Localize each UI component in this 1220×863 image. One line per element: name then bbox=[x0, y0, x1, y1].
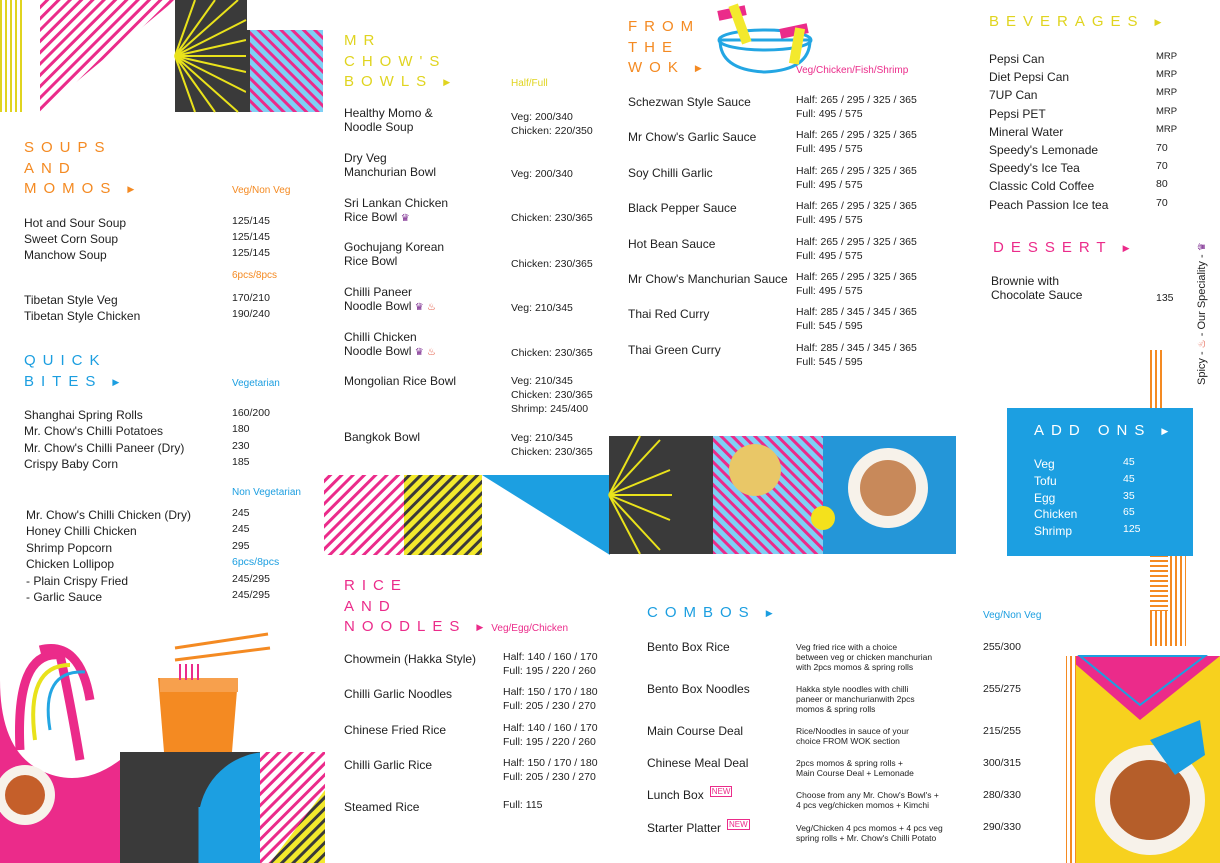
list-item bbox=[24, 307, 314, 323]
soups-section bbox=[24, 138, 134, 200]
item-price: 125/145 bbox=[232, 215, 270, 227]
bowl-item bbox=[344, 151, 436, 179]
item-name: Mineral Water bbox=[989, 124, 1064, 139]
bowls-heading-2: CHOW'S bbox=[344, 52, 447, 70]
item-name: Chilli Paneer bbox=[344, 285, 413, 299]
item-price: 295 bbox=[232, 539, 250, 552]
item-price: 245/295 bbox=[232, 588, 270, 601]
triangle-right-icon: ▶ bbox=[127, 184, 135, 194]
item-price: 45 bbox=[1123, 456, 1135, 468]
list-item bbox=[1034, 472, 1184, 489]
list-item bbox=[26, 539, 316, 555]
item-name: Bento Box Rice bbox=[647, 640, 730, 654]
bowl-item bbox=[344, 330, 436, 360]
list-item: Soy Chilli Garlic Half: 265 / 295 / 325 / 365 Full: 495 / 575 bbox=[628, 164, 917, 191]
item-price: 230 bbox=[232, 439, 250, 452]
nonveg-note: Non Vegetarian bbox=[232, 487, 301, 498]
momos-list bbox=[24, 291, 314, 323]
combo-item bbox=[647, 722, 743, 740]
item-price: 170/210 bbox=[232, 292, 270, 304]
bowl-price: Veg: 200/340 bbox=[511, 168, 573, 180]
list-item: Steamed Rice Full: 115 bbox=[344, 798, 543, 814]
item-name: Pepsi Can bbox=[989, 52, 1045, 66]
list-item bbox=[1034, 505, 1184, 522]
bowl-item bbox=[344, 374, 456, 388]
quick-bites-veg-list bbox=[24, 406, 314, 471]
bowls-heading-1: MR bbox=[344, 32, 382, 49]
new-badge: NEW bbox=[711, 787, 731, 796]
list-item bbox=[24, 214, 314, 230]
bowl-item bbox=[344, 285, 436, 315]
item-name-line2: Noodle Soup bbox=[344, 120, 414, 134]
combo-item bbox=[647, 786, 732, 804]
item-name: - Plain Crispy Fried bbox=[26, 573, 129, 588]
item-price: 70 bbox=[1156, 160, 1168, 173]
beverages-heading: BEVERAGES ▶ bbox=[989, 12, 1161, 33]
list-item: Thai Red Curry Half: 285 / 345 / 345 / 365 Full: 545 / 595 bbox=[628, 306, 917, 333]
combo-price: 290/330 bbox=[983, 821, 1021, 833]
list-item: Chilli Garlic Noodles Half: 150 / 170 / 180 Full: 205 / 230 / 270 bbox=[344, 686, 598, 713]
item-price: 190/240 bbox=[232, 308, 270, 320]
addons-heading: ADD ONS ▶ bbox=[1034, 421, 1168, 442]
soups-heading-1: SOUPS bbox=[24, 139, 112, 156]
addons-panel bbox=[1007, 408, 1193, 556]
item-name: Shanghai Spring Rolls bbox=[24, 408, 143, 422]
item-name: Thai Red Curry bbox=[628, 307, 710, 322]
list-item bbox=[1034, 522, 1184, 539]
bowl-price: Veg: 200/340 Chicken: 220/350 bbox=[511, 111, 593, 137]
bowls-section bbox=[344, 31, 450, 93]
item-price: MRP bbox=[1156, 69, 1178, 81]
item-name-line2: Noodle Bowl bbox=[344, 344, 412, 358]
triangle-right-icon: ▶ bbox=[765, 608, 773, 618]
combo-item bbox=[647, 819, 750, 837]
item-name: Black Pepper Sauce bbox=[628, 201, 737, 216]
item-name: Honey Chilli Chicken bbox=[26, 524, 137, 539]
combo-price: 300/315 bbox=[983, 757, 1021, 769]
list-item bbox=[26, 555, 316, 571]
triangle-right-icon: ▶ bbox=[1122, 243, 1130, 253]
combo-description: 2pcs momos & spring rolls + Main Course Deal + Lemonade bbox=[796, 758, 914, 778]
bowl-item bbox=[344, 106, 433, 134]
quick-bites-nonveg-list bbox=[26, 506, 316, 604]
item-name: Chicken Lollipop bbox=[26, 557, 115, 572]
item-name: Mr. Chow's Chilli Potatoes bbox=[24, 424, 164, 439]
bowl-price: Veg: 210/345 Chicken: 230/365 bbox=[511, 432, 593, 458]
item-name: - Garlic Sauce bbox=[26, 589, 103, 604]
beverages-list bbox=[989, 50, 1189, 214]
combo-item bbox=[647, 680, 750, 698]
item-name: Chilli Garlic Noodles bbox=[344, 687, 453, 702]
item-price: 35 bbox=[1123, 489, 1135, 502]
item-price: 160/200 bbox=[232, 407, 270, 419]
item-name-line2: Rice Bowl bbox=[344, 254, 398, 268]
list-item bbox=[989, 159, 1189, 177]
wok-section bbox=[628, 17, 702, 79]
quick-bites-heading-2: BITES ▶ bbox=[24, 372, 119, 393]
chilli-icon: ♨ bbox=[1197, 339, 1208, 349]
item-name: Tibetan Style Veg bbox=[24, 293, 118, 307]
momo-note: 6pcs/8pcs bbox=[232, 270, 278, 281]
list-item bbox=[989, 141, 1189, 159]
item-price: 125 bbox=[1123, 523, 1141, 536]
item-name: Mongolian Rice Bowl bbox=[344, 374, 457, 388]
item-price: MRP bbox=[1156, 105, 1178, 117]
item-name: Bento Box Noodles bbox=[647, 682, 750, 696]
legend-specialty-label: - Our Speciality - bbox=[1196, 254, 1208, 337]
soups-heading-3: MOMOS ▶ bbox=[24, 179, 134, 200]
item-name: Pepsi PET bbox=[989, 106, 1046, 121]
item-name: Mr Chow's Manchurian Sauce bbox=[628, 271, 788, 286]
rice-section bbox=[344, 576, 568, 640]
item-name-line2: Noodle Bowl bbox=[344, 299, 412, 313]
bowl-price: Chicken: 230/365 bbox=[511, 212, 593, 224]
bowl-item bbox=[344, 430, 420, 444]
item-price: 180 bbox=[232, 423, 250, 436]
item-price: MRP bbox=[1156, 87, 1178, 99]
item-name: Chilli Chicken bbox=[344, 330, 417, 344]
list-item bbox=[24, 455, 314, 471]
item-name: Sri Lankan Chicken bbox=[344, 196, 449, 210]
list-item bbox=[24, 246, 314, 262]
item-price: 125/145 bbox=[232, 247, 270, 259]
list-item: Hot Bean Sauce Half: 265 / 295 / 325 / 365 Full: 495 / 575 bbox=[628, 235, 917, 262]
item-name: Lunch Box bbox=[647, 788, 704, 802]
item-price: 245 bbox=[232, 507, 250, 519]
item-name: Veg bbox=[1034, 457, 1055, 471]
list-item: Chilli Garlic Rice Half: 150 / 170 / 180 Full: 205 / 230 / 270 bbox=[344, 757, 598, 784]
list-item bbox=[24, 230, 314, 246]
item-price: 80 bbox=[1156, 178, 1168, 191]
list-item bbox=[26, 522, 316, 538]
bowl-item bbox=[344, 196, 448, 226]
combo-price: 255/275 bbox=[983, 683, 1021, 695]
legend bbox=[1196, 242, 1208, 385]
bowl-price: Veg: 210/345 Chicken: 230/365 Shrimp: 245/400 bbox=[511, 375, 593, 415]
combo-price: 255/300 bbox=[983, 641, 1021, 653]
item-name: Main Course Deal bbox=[647, 724, 744, 738]
dessert-price: 135 bbox=[1156, 292, 1174, 304]
item-name: Chicken bbox=[1034, 507, 1078, 522]
item-name: Shrimp bbox=[1034, 524, 1073, 539]
item-price: MRP bbox=[1156, 123, 1178, 135]
item-name: Soy Chilli Garlic bbox=[628, 165, 713, 180]
item-name: Classic Cold Coffee bbox=[989, 179, 1095, 194]
combos-note: Veg/Non Veg bbox=[983, 610, 1042, 621]
chef-hat-icon: ♛ bbox=[1197, 242, 1208, 252]
list-item: Mr Chow's Manchurian Sauce Half: 265 / 295 / 325 / 365 Full: 495 / 575 bbox=[628, 270, 917, 297]
combo-description: Veg/Chicken 4 pcs momos + 4 pcs veg spring rolls + Mr. Chow's Chilli Potato bbox=[796, 823, 943, 843]
chilli-icon: ♨ bbox=[427, 302, 436, 313]
quick-bites-heading-1: QUICK bbox=[24, 352, 107, 369]
combos-heading: COMBOS ▶ bbox=[647, 603, 773, 624]
list-item bbox=[989, 50, 1189, 68]
triangle-right-icon: ▶ bbox=[694, 63, 702, 73]
bowl-price: Veg: 210/345 bbox=[511, 302, 573, 314]
wok-heading-3: WOK ▶ bbox=[628, 58, 702, 79]
list-item bbox=[989, 86, 1189, 104]
item-price: 125/145 bbox=[232, 231, 270, 243]
list-item bbox=[989, 177, 1189, 195]
triangle-right-icon: ▶ bbox=[112, 376, 120, 387]
rice-heading-3: NOODLES ▶ Veg/Egg/Chicken bbox=[344, 617, 568, 640]
item-name: Steamed Rice bbox=[344, 799, 420, 814]
item-price: 185 bbox=[232, 455, 250, 468]
list-item bbox=[26, 572, 316, 588]
item-name: Bangkok Bowl bbox=[344, 430, 421, 444]
dessert-item bbox=[991, 274, 1082, 302]
combo-description: Choose from any Mr. Chow's Bowl's + 4 pcs veg/chicken momos + Kimchi bbox=[796, 790, 939, 810]
item-name: Chinese Meal Deal bbox=[647, 756, 749, 770]
list-item: Black Pepper Sauce Half: 265 / 295 / 325 / 365 Full: 495 / 575 bbox=[628, 200, 917, 227]
wok-note: Veg/Chicken/Fish/Shrimp bbox=[796, 65, 909, 76]
item-name: Thai Green Curry bbox=[628, 342, 721, 357]
list-item: Schezwan Style Sauce Half: 265 / 295 / 325 / 365 Full: 495 / 575 bbox=[628, 94, 917, 120]
item-price: 65 bbox=[1123, 506, 1135, 519]
list-item bbox=[1034, 489, 1184, 506]
list-item bbox=[989, 196, 1189, 214]
list-item bbox=[24, 291, 314, 307]
item-price: 45 bbox=[1123, 472, 1135, 485]
soups-note: Veg/Non Veg bbox=[232, 185, 291, 196]
item-name: Hot and Sour Soup bbox=[24, 216, 127, 230]
item-name: Dry Veg bbox=[344, 151, 387, 165]
rice-heading-1: RICE bbox=[344, 577, 408, 594]
triangle-right-icon: ▶ bbox=[1154, 17, 1162, 27]
list-item bbox=[26, 588, 316, 604]
wok-heading-1: FROM bbox=[628, 18, 701, 35]
bowl-price: Chicken: 230/365 bbox=[511, 347, 593, 359]
item-name: Sweet Corn Soup bbox=[24, 232, 119, 246]
item-name: Crispy Baby Corn bbox=[24, 456, 119, 471]
list-item bbox=[1034, 455, 1184, 472]
dessert-heading: DESSERT ▶ bbox=[993, 238, 1130, 259]
item-name-line2: Manchurian Bowl bbox=[344, 165, 437, 179]
combo-price: 280/330 bbox=[983, 789, 1021, 801]
wok-list bbox=[628, 93, 958, 376]
item-name: Tofu bbox=[1034, 473, 1057, 488]
wok-heading-2: THE bbox=[628, 38, 679, 56]
item-price: 70 bbox=[1156, 141, 1168, 154]
bowl-item bbox=[344, 240, 444, 268]
item-name-line2: Chocolate Sauce bbox=[991, 288, 1083, 302]
list-item: Mr Chow's Garlic Sauce Half: 265 / 295 / 325 / 365 Full: 495 / 575 bbox=[628, 129, 917, 156]
list-item: Chinese Fried Rice Half: 140 / 160 / 170 Full: 195 / 220 / 260 bbox=[344, 721, 598, 748]
chef-hat-icon: ♛ bbox=[414, 347, 424, 358]
triangle-right-icon: ▶ bbox=[476, 622, 484, 632]
item-name: Manchow Soup bbox=[24, 248, 107, 262]
soups-list bbox=[24, 214, 314, 262]
item-name: Peach Passion Ice tea bbox=[989, 197, 1109, 212]
chilli-icon: ♨ bbox=[427, 347, 436, 358]
item-name: Gochujang Korean bbox=[344, 240, 445, 254]
item-name: Tibetan Style Chicken bbox=[24, 309, 141, 323]
list-item: Chowmein (Hakka Style) Half: 140 / 160 / 170 Full: 195 / 220 / 260 bbox=[344, 651, 598, 677]
item-name: Speedy's Ice Tea bbox=[989, 161, 1080, 176]
item-name: Mr Chow's Garlic Sauce bbox=[628, 130, 757, 145]
quick-bites-section bbox=[24, 351, 119, 392]
combo-description: Hakka style noodles with chilli paneer or manchurianwith 2pcs momos & spring rolls bbox=[796, 684, 915, 714]
item-name: Schezwan Style Sauce bbox=[628, 95, 751, 109]
list-item bbox=[989, 68, 1189, 86]
item-name: 7UP Can bbox=[989, 88, 1038, 103]
item-name: Hot Bean Sauce bbox=[628, 236, 716, 251]
list-item bbox=[24, 439, 314, 455]
chef-hat-icon: ♛ bbox=[414, 302, 424, 313]
combo-item bbox=[647, 638, 730, 656]
triangle-right-icon: ▶ bbox=[443, 77, 451, 87]
item-price: 245 bbox=[232, 523, 250, 536]
list-item: Thai Green Curry Half: 285 / 345 / 345 / 365 Full: 545 / 595 bbox=[628, 341, 917, 368]
bowls-heading-3: BOWLS ▶ bbox=[344, 72, 450, 93]
item-price: MRP bbox=[1156, 51, 1178, 62]
bowls-note: Half/Full bbox=[511, 78, 548, 89]
triangle-right-icon: ▶ bbox=[1161, 426, 1169, 436]
item-price: 245/295 bbox=[232, 572, 270, 585]
item-name: Mr. Chow's Chilli Chicken (Dry) bbox=[26, 508, 191, 522]
item-name: Brownie with bbox=[991, 274, 1060, 288]
chef-hat-icon: ♛ bbox=[400, 213, 410, 224]
item-name: Chowmein (Hakka Style) bbox=[344, 652, 477, 666]
item-name: Shrimp Popcorn bbox=[26, 540, 113, 555]
soups-heading-2: AND bbox=[24, 159, 77, 177]
bowl-price: Chicken: 230/365 bbox=[511, 258, 593, 270]
item-price: 70 bbox=[1156, 196, 1168, 209]
item-name: Mr. Chow's Chilli Paneer (Dry) bbox=[24, 440, 185, 455]
combo-description: Veg fried rice with a choice between veg or chicken manchurian with 2pcs momos & spring rolls bbox=[796, 642, 933, 672]
item-name: Egg bbox=[1034, 490, 1056, 505]
combo-price: 215/255 bbox=[983, 725, 1021, 737]
rice-note: Veg/Egg/Chicken bbox=[491, 623, 568, 635]
list-item bbox=[989, 105, 1189, 123]
veg-note: Vegetarian bbox=[232, 378, 280, 389]
item-name-line2: Rice Bowl bbox=[344, 210, 398, 224]
item-name: Chilli Garlic Rice bbox=[344, 758, 433, 773]
item-name: Healthy Momo & bbox=[344, 106, 433, 120]
addons-list bbox=[1034, 455, 1184, 539]
list-item bbox=[26, 506, 316, 522]
item-name: Starter Platter bbox=[647, 821, 722, 835]
list-item bbox=[989, 123, 1189, 141]
item-name: Diet Pepsi Can bbox=[989, 70, 1070, 85]
list-item bbox=[24, 422, 314, 438]
rice-heading-2: AND bbox=[344, 597, 397, 615]
list-item bbox=[24, 406, 314, 422]
legend-spicy-label: Spicy - bbox=[1196, 351, 1208, 385]
item-price: 6pcs/8pcs bbox=[232, 556, 280, 569]
rice-list bbox=[344, 650, 644, 827]
item-name: Speedy's Lemonade bbox=[989, 142, 1099, 157]
combo-item bbox=[647, 754, 748, 772]
new-badge: NEW bbox=[729, 820, 748, 829]
item-name: Chinese Fried Rice bbox=[344, 722, 447, 737]
combo-description: Rice/Noodles in sauce of your choice FROM WOK section bbox=[796, 726, 909, 746]
